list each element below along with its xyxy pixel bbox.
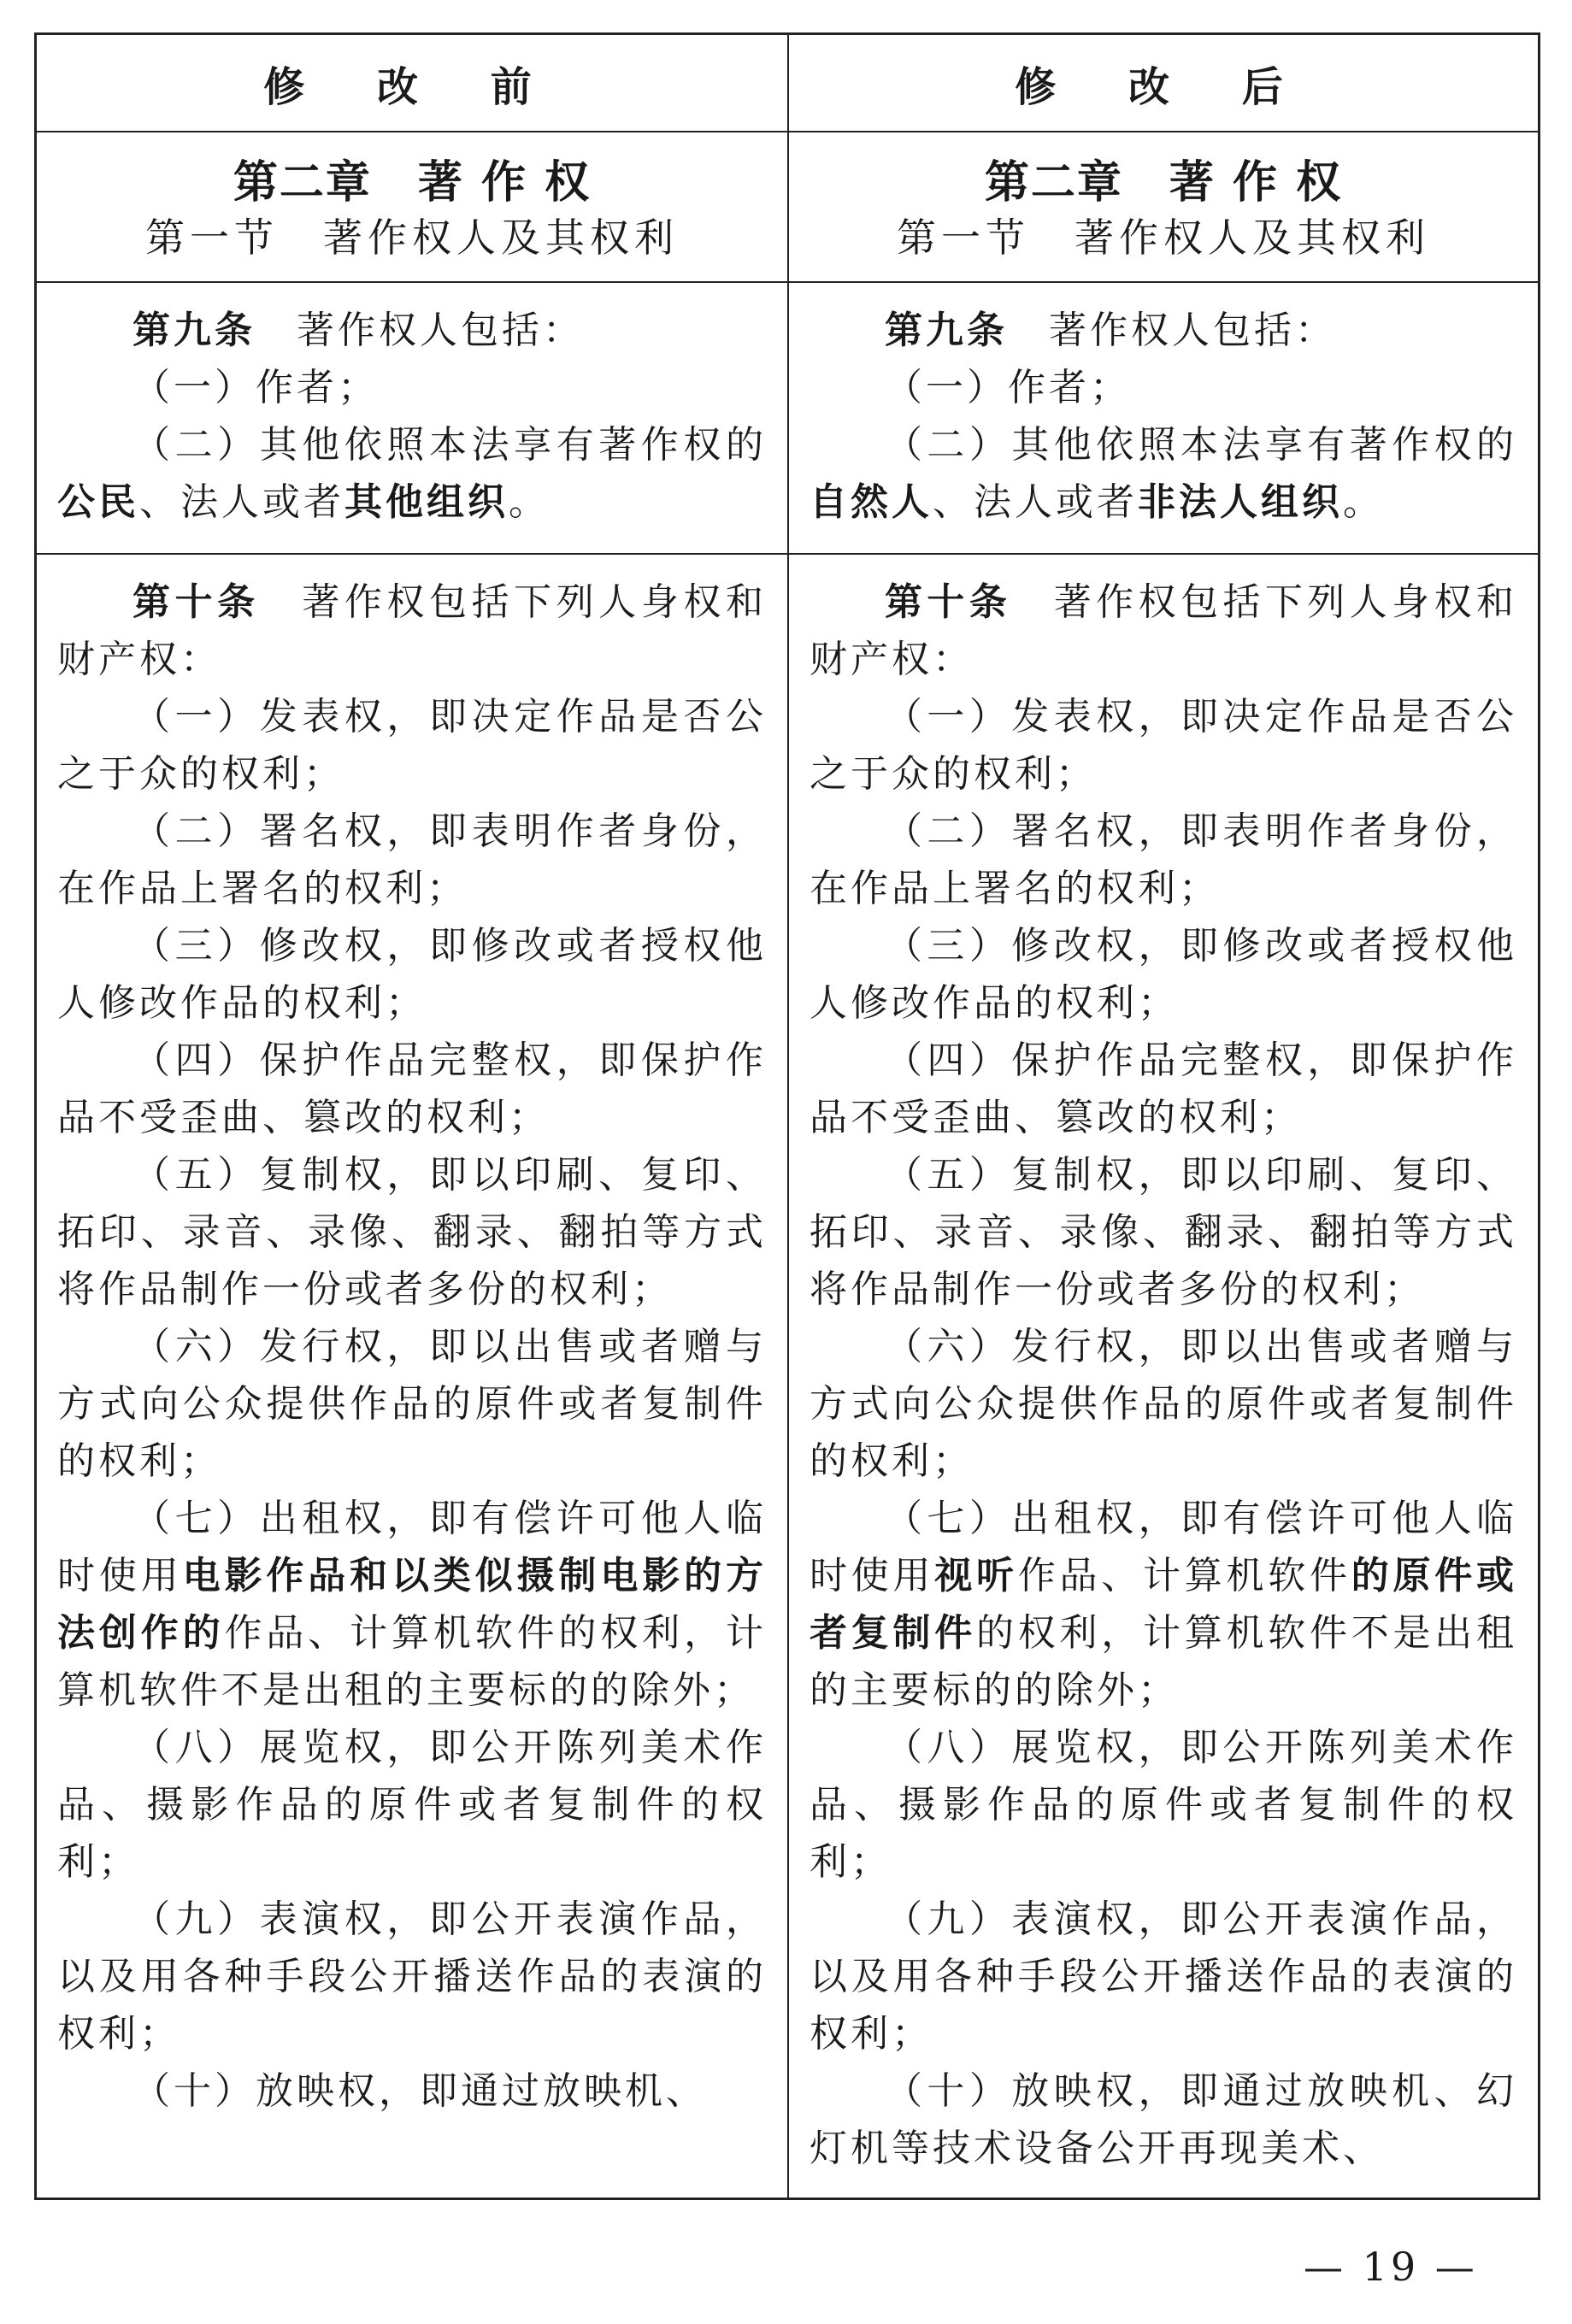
paragraph: [57, 1032, 767, 1146]
text: 作品、计算机软件: [1017, 1554, 1351, 1597]
text: （五）复制权，即以印刷、复印、拓印、录音、录像、翻录、翻拍等方式将作品制作一份或者多份的权利；: [810, 1153, 1517, 1311]
bold-text: 的原件或者复制件: [810, 1554, 1517, 1655]
text: （八）展览权，即公开陈列美术作品、摄影作品的原件或者复制件的权利；: [57, 1726, 767, 1884]
text: 著作权包括下列人身权和财产权：: [57, 580, 768, 681]
paragraph: [57, 574, 767, 688]
paragraph: [57, 1891, 767, 2062]
bold-text: 其他组织: [344, 480, 509, 524]
chapter-title-before: 第二章 著 作 权: [233, 156, 592, 209]
header-after: 修 改 后: [787, 35, 1538, 131]
bold-text: 电影作品和以类似摄制电影的方法创作的: [57, 1554, 767, 1655]
paragraph: [57, 1490, 767, 1719]
text: （二）署名权，即表明作者身份，在作品上署名的权利；: [57, 809, 767, 910]
paragraph: [57, 917, 767, 1032]
paragraph: [57, 1719, 767, 1891]
text: 著作权人包括：: [1008, 309, 1336, 352]
text: （七）出租权，即有偿许可他人临时使用: [810, 1497, 1517, 1597]
paragraph: [57, 1146, 767, 1318]
text: （五）复制权，即以印刷、复印、拓印、录音、录像、翻录、翻拍等方式将作品制作一份或者多份的权利；: [57, 1153, 767, 1311]
header-row: [37, 35, 1538, 132]
paragraph: [810, 1318, 1517, 1490]
text: （一）作者；: [132, 366, 379, 409]
text: 、法人或者: [139, 480, 344, 524]
text: （二）署名权，即表明作者身份，在作品上署名的权利；: [810, 809, 1517, 910]
text: （一）作者；: [885, 366, 1131, 409]
text: 。: [1343, 480, 1384, 524]
chapter-before-cell: [37, 132, 787, 281]
section-title-before: 第一节 著作权人及其权利: [145, 215, 679, 261]
bold-text: 视听: [934, 1554, 1018, 1597]
text: （二）其他依照本法享有著作权的: [132, 423, 767, 467]
article-9-after: [787, 283, 1538, 553]
text: 作品、计算机软件的权利，计算机软件不是出租的主要标的的除外；: [57, 1611, 767, 1712]
paragraph: [810, 688, 1517, 803]
article-10-row: [37, 555, 1538, 2198]
paragraph: [57, 803, 767, 917]
article-10-after: [787, 555, 1538, 2198]
paragraph: [57, 302, 767, 359]
text: （二）其他依照本法享有著作权的: [885, 423, 1517, 467]
text: （三）修改权，即修改或者授权他人修改作品的权利；: [810, 924, 1517, 1025]
paragraph: [810, 574, 1517, 688]
paragraph: [810, 917, 1517, 1032]
bold-text: 非法人组织: [1138, 480, 1343, 524]
text: 著作权包括下列人身权和财产权：: [810, 580, 1518, 681]
bold-text: 第九条: [885, 309, 1008, 352]
section-title-after: 第一节 著作权人及其权利: [897, 215, 1430, 261]
header-before: 修 改 前: [263, 62, 561, 111]
text: （六）发行权，即以出售或者赠与方式向公众提供作品的原件或者复制件的权利；: [57, 1325, 767, 1483]
article-9-row: [37, 283, 1538, 555]
bold-text: 第十条: [885, 580, 1012, 624]
chapter-row: [37, 132, 1538, 283]
text: （十）放映权，即通过放映机、: [132, 2069, 707, 2113]
paragraph: [810, 1490, 1517, 1719]
text: 著作权人包括：: [256, 309, 584, 352]
text: （十）放映权，即通过放映机、幻灯机等技术设备公开再现美术、: [810, 2069, 1517, 2170]
paragraph: [810, 803, 1517, 917]
bold-text: 第九条: [132, 309, 256, 352]
page-number: — 19 —: [1304, 2244, 1478, 2290]
bold-text: 第十条: [132, 580, 260, 624]
paragraph: [810, 359, 1517, 416]
paragraph: [57, 688, 767, 803]
text: （三）修改权，即修改或者授权他人修改作品的权利；: [57, 924, 767, 1025]
paragraph: [810, 2062, 1517, 2177]
chapter-title-after: 第二章 著 作 权: [984, 156, 1343, 209]
paragraph: [810, 1719, 1517, 1891]
text: （九）表演权，即公开表演作品，以及用各种手段公开播送作品的表演的权利；: [810, 1897, 1517, 2056]
text: 的权利，计算机软件不是出租的主要标的的除外；: [810, 1611, 1517, 1712]
paragraph: [810, 1146, 1517, 1318]
paragraph: [57, 416, 767, 531]
text: （一）发表权，即决定作品是否公之于众的权利；: [57, 695, 767, 796]
text: （一）发表权，即决定作品是否公之于众的权利；: [810, 695, 1517, 796]
comparison-table: [34, 32, 1540, 2200]
text: （九）表演权，即公开表演作品，以及用各种手段公开播送作品的表演的权利；: [57, 1897, 767, 2056]
paragraph: [57, 1318, 767, 1490]
text: 。: [509, 480, 550, 524]
bold-text: 自然人: [810, 480, 933, 524]
text: （六）发行权，即以出售或者赠与方式向公众提供作品的原件或者复制件的权利；: [810, 1325, 1517, 1483]
paragraph: [810, 302, 1517, 359]
text: 、法人或者: [933, 480, 1138, 524]
paragraph: [57, 359, 767, 416]
text: （四）保护作品完整权，即保护作品不受歪曲、篡改的权利；: [57, 1038, 767, 1139]
article-9-before: [37, 283, 787, 553]
paragraph: [57, 2062, 767, 2120]
text: （七）出租权，即有偿许可他人临时使用: [57, 1497, 767, 1597]
article-10-before: [37, 555, 787, 2198]
text: （八）展览权，即公开陈列美术作品、摄影作品的原件或者复制件的权利；: [810, 1726, 1517, 1884]
bold-text: 公民: [57, 480, 139, 524]
paragraph: [810, 1891, 1517, 2062]
paragraph: [810, 1032, 1517, 1146]
paragraph: [810, 416, 1517, 531]
chapter-after-cell: [787, 132, 1538, 281]
text: （四）保护作品完整权，即保护作品不受歪曲、篡改的权利；: [810, 1038, 1517, 1139]
